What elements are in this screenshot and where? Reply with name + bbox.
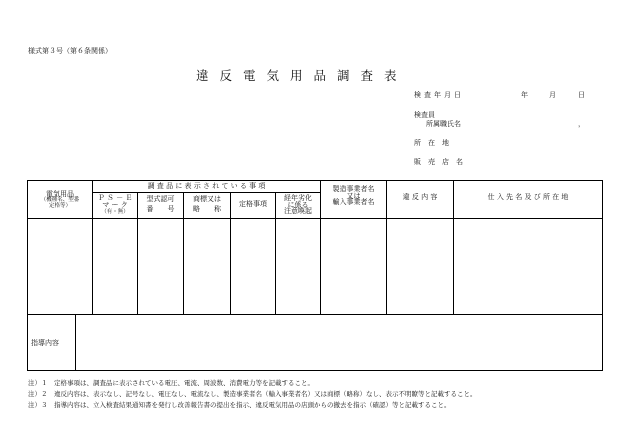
guidance-cell[interactable] bbox=[76, 315, 602, 370]
day-label: 日 bbox=[578, 91, 585, 99]
displayed-items-group-header: 調 査 品 に 表 示 さ れ て い る 事 項 bbox=[147, 182, 266, 190]
type-approval-cell[interactable] bbox=[138, 219, 183, 314]
col-type-approval-header: 型式認可 番 号 bbox=[146, 195, 175, 214]
trademark-cell[interactable] bbox=[184, 219, 230, 314]
col-rating-header: 定格事項 bbox=[239, 200, 267, 208]
rating-cell[interactable] bbox=[231, 219, 275, 314]
col-trademark-header: 商標又は 略 称 bbox=[193, 195, 221, 214]
col-violation-header: 違 反 内 容 bbox=[402, 193, 438, 201]
inspection-date-label: 検査年月日 bbox=[414, 91, 464, 99]
shop-name-label: 販 売 店 名 bbox=[414, 158, 463, 166]
form-number: 様式第３号（第６条関係） bbox=[28, 47, 112, 55]
pse-mark-cell[interactable] bbox=[93, 219, 137, 314]
col-manufacturer-header: 製造事業者名 又は 輸入事業者名 bbox=[332, 185, 375, 207]
inspector-label: 検査員 bbox=[414, 111, 435, 119]
col-aging-warning-header: 経年劣化 に係る 注意喚起 bbox=[284, 194, 312, 216]
seal-mark: ， bbox=[578, 120, 585, 128]
aging-warning-cell[interactable] bbox=[276, 219, 320, 314]
violation-cell[interactable] bbox=[387, 219, 453, 314]
note-2: 注）２ 違反内容は、表示なし、記号なし、電圧なし、電流なし、製造事業者名（輸入事業者名）又は商標（略称）なし、表示不明瞭等と記載すること。 bbox=[28, 390, 477, 398]
manufacturer-cell[interactable] bbox=[321, 219, 386, 314]
col-pse-mark-header: Ｐ Ｓ － Ｅ マ ー ク （有・無） bbox=[97, 194, 133, 215]
product-cell[interactable] bbox=[28, 219, 92, 314]
year-label: 年 bbox=[521, 91, 528, 99]
document-title: 違反電気用品調査表 bbox=[196, 68, 408, 83]
affiliation-label: 所属職氏名 bbox=[426, 120, 461, 128]
month-label: 月 bbox=[549, 91, 556, 99]
location-label: 所 在 地 bbox=[414, 139, 449, 147]
col-product-header: 電気用品 （機種名、型番 定格等） bbox=[40, 190, 80, 210]
guidance-label: 指導内容 bbox=[31, 339, 59, 347]
note-1: 注）１ 定格事項は、調査品に表示されている電圧、電流、周波数、消費電力等を記載すること。 bbox=[28, 379, 314, 387]
note-3: 注）３ 指導内容は、立入検査結果通知書を発行し改善報告書の提出を指示、違反電気用品の店頭からの撤去を指示（確認）等と記載すること。 bbox=[28, 401, 451, 409]
supplier-cell[interactable] bbox=[454, 219, 602, 314]
col-supplier-header: 仕 入 先 名 及 び 所 在 地 bbox=[487, 193, 569, 201]
